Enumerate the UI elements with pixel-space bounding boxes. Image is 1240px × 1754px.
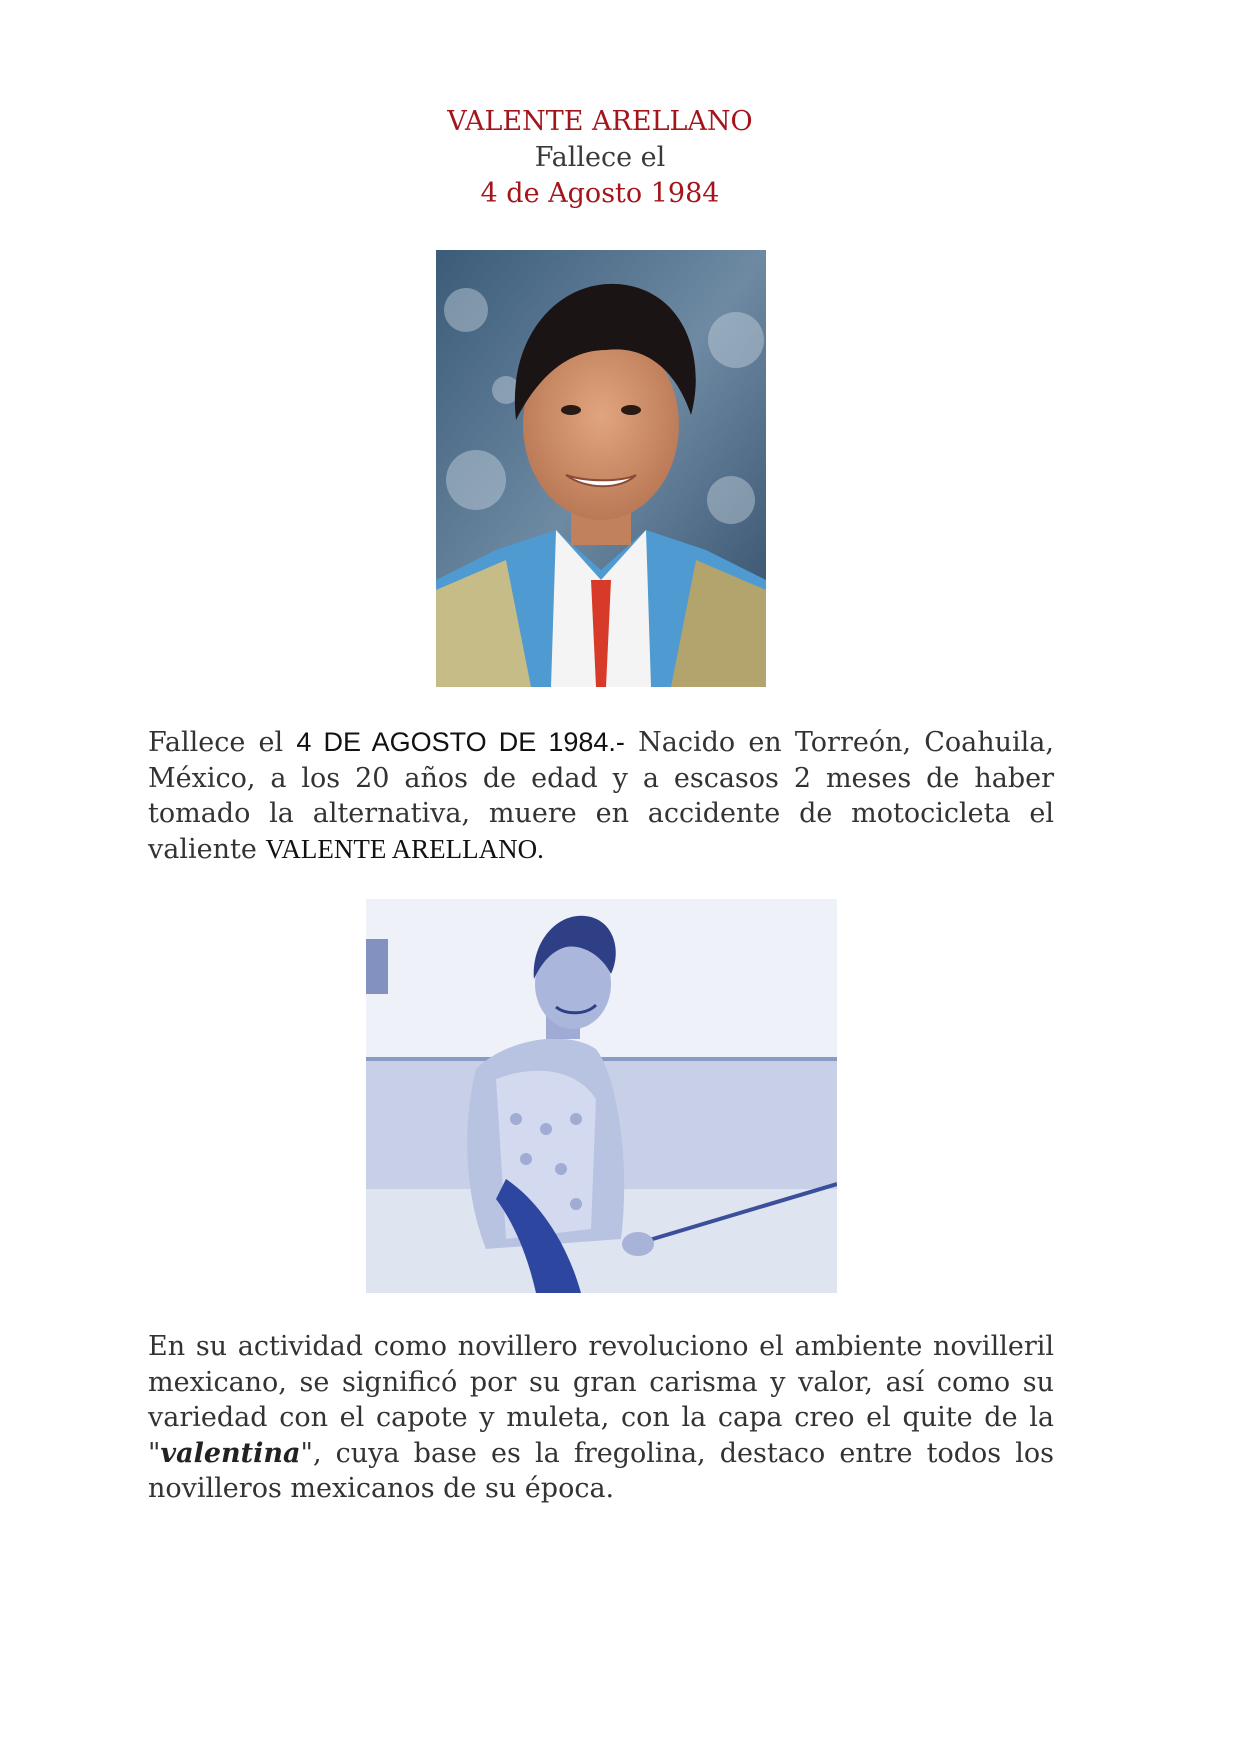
page-subtitle: Fallece el — [534, 142, 666, 173]
para1-name: VALENTE ARELLANO. — [265, 833, 544, 864]
page-title: VALENTE ARELLANO — [447, 106, 753, 137]
page-date: 4 de Agosto 1984 — [480, 178, 720, 209]
para2-after: , cuya base es la fregolina, destaco entre todos los novilleros mexicanos de su época. — [148, 1437, 1054, 1504]
para1-body: Nacido en Torreón, Coahuila, México, a los 20 años de edad y a escasos 2 meses de haber tomado la alternativa, muere en accidente de motocicleta el valiente — [148, 727, 1054, 865]
paragraph-intro — [148, 725, 1054, 867]
page-title-block — [0, 104, 1200, 212]
para2-before: En su actividad como novillero revoluciono el ambiente novilleril mexicano, se significó por su gran carisma y valor, así como su variedad con el capote y muleta, con la capa creo el quite de la — [148, 1331, 1054, 1433]
para1-lead: Fallece el — [148, 727, 284, 758]
para1-date: 4 DE AGOSTO DE 1984.- — [296, 727, 625, 757]
bullfighter-photo — [366, 899, 837, 1293]
para2-quote-close: " — [300, 1437, 313, 1469]
portrait-photo — [436, 250, 766, 687]
para2-highlight: valentina — [160, 1437, 301, 1469]
para2-quote-open: " — [148, 1437, 161, 1469]
paragraph-career — [148, 1329, 1054, 1507]
